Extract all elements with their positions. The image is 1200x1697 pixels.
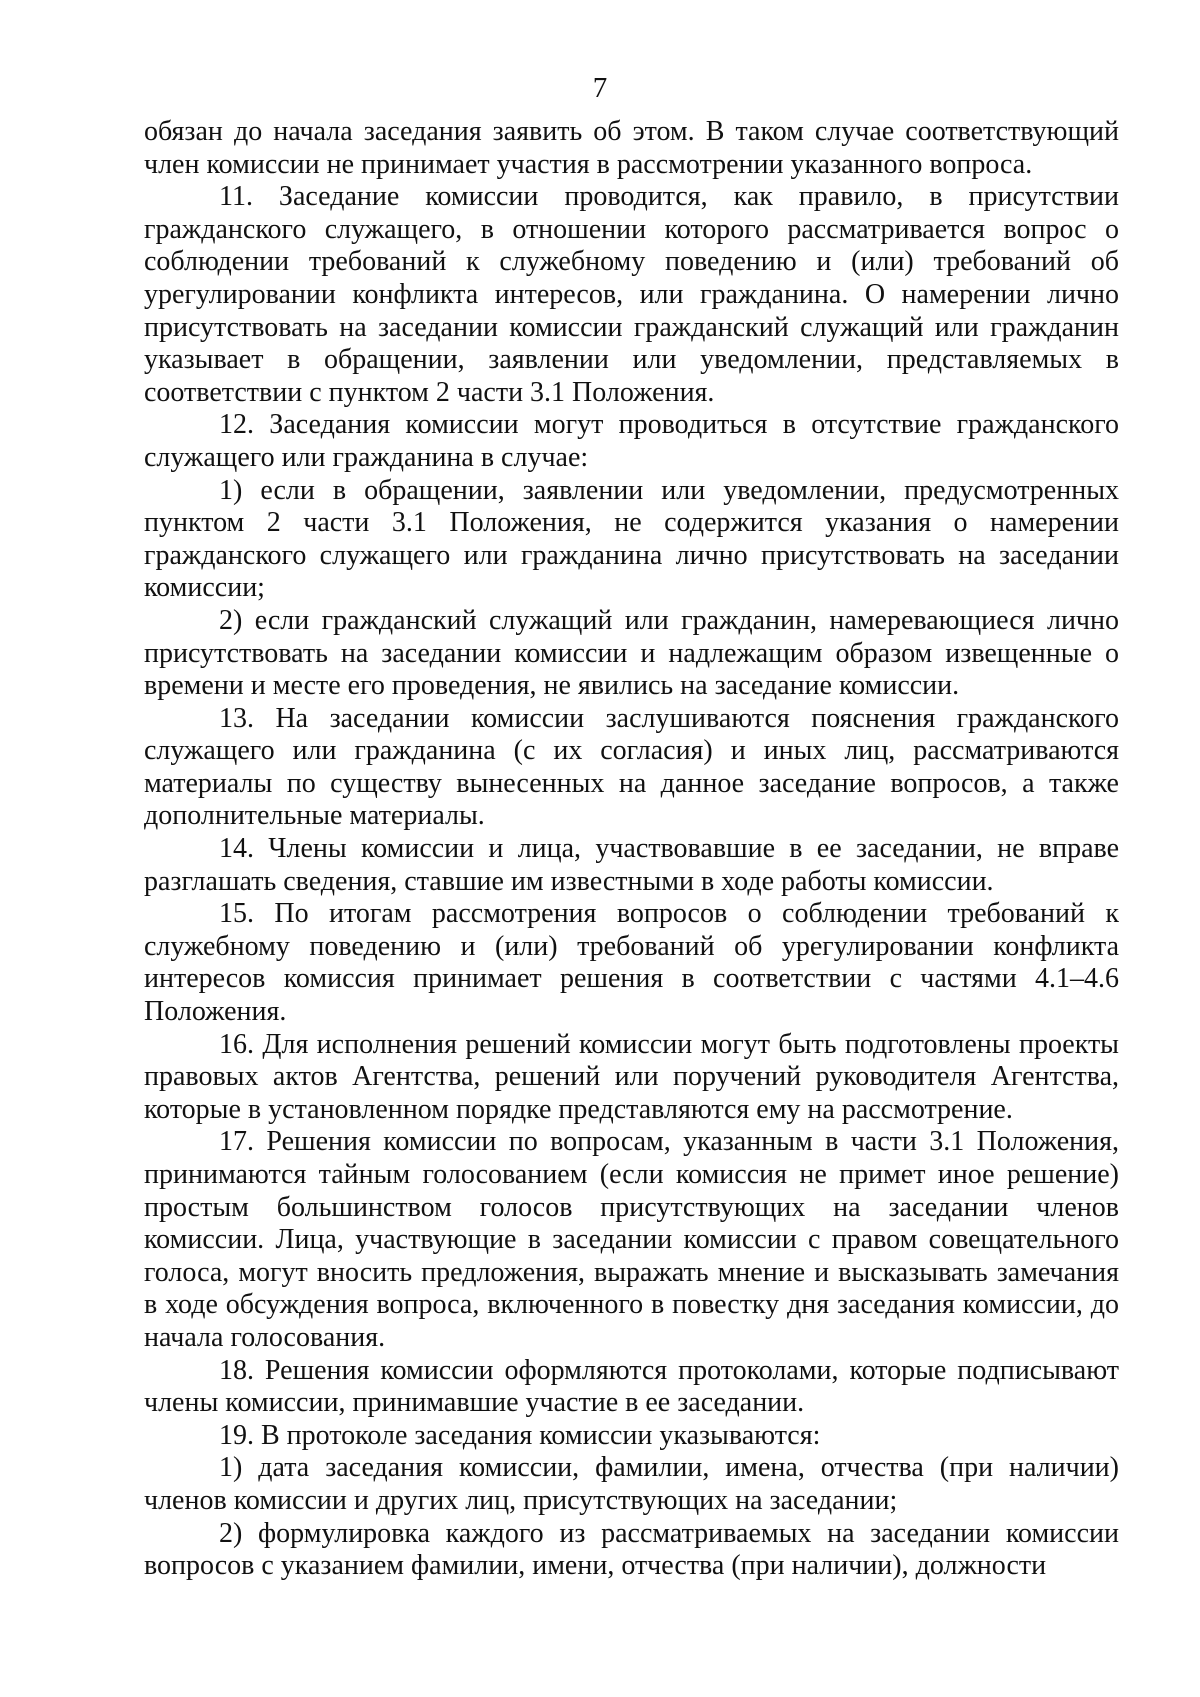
- paragraph-11: 11. Заседание комиссии проводится, как правило, в присутствии гражданского служащего, в отношении которого рассматривается вопрос о соблюдении требований к служебному поведению и (или) требований об урегулировании конфликта интересов, или гражданина. О намерении лично присутствовать на заседании комиссии гражданский служащий или гражданин указывает в обращении, заявлении или уведомлении, представляемых в соответствии с пунктом 2 части 3.1 Положения.: [144, 181, 1119, 408]
- paragraph-18: 18. Решения комиссии оформляются протоколами, которые подписывают члены комиссии, принимавшие участие в ее заседании.: [144, 1354, 1119, 1419]
- paragraph-14: 14. Члены комиссии и лица, участвовавшие в ее заседании, не вправе разглашать сведения, ставшие им известными в ходе работы комиссии.: [144, 833, 1119, 897]
- paragraph-13: 13. На заседании комиссии заслушиваются пояснения гражданского служащего или гражданина (с их согласия) и иных лиц, рассматриваются материалы по существу вынесенных на данное заседание вопросов, а также дополнительные материалы.: [144, 702, 1119, 832]
- paragraph-continuation: обязан до начала заседания заявить об этом. В таком случае соответствующий член комиссии не принимает участия в рассмотрении указанного вопроса.: [144, 116, 1119, 180]
- paragraph-12: 12. Заседания комиссии могут проводиться в отсутствие гражданского служащего или гражданина в случае:: [144, 409, 1119, 473]
- paragraph-17: 17. Решения комиссии по вопросам, указанным в части 3.1 Положения, принимаются тайным голосованием (если комиссия не примет иное решение) простым большинством голосов присутствующих на заседании членов комиссии. Лица, участвующие в заседании комиссии с правом совещательного голоса, могут вносить предложения, выражать мнение и высказывать замечания в ходе обсуждения вопроса, включенного в повестку дня заседания комиссии, до начала голосования.: [144, 1126, 1119, 1353]
- paragraph-16: 16. Для исполнения решений комиссии могут быть подготовлены проекты правовых актов Агентства, решений или поручений руководителя Агентства, которые в установленном порядке представляются ему на рассмотрение.: [144, 1028, 1119, 1125]
- paragraph-19: 19. В протоколе заседания комиссии указываются:: [219, 1419, 821, 1451]
- paragraph-12-item-1: 1) если в обращении, заявлении или уведомлении, предусмотренных пунктом 2 части 3.1 Положения, не содержится указания о намерении гражданского служащего или гражданина лично присутствовать на заседании комиссии;: [144, 474, 1119, 604]
- paragraph-15: 15. По итогам рассмотрения вопросов о соблюдении требований к служебному поведению и (или) требований об урегулировании конфликта интересов комиссия принимает решения в соответствии с частями 4.1–4.6 Положения.: [144, 898, 1119, 1028]
- paragraph-19-item-2: 2) формулировка каждого из рассматриваемых на заседании комиссии вопросов с указанием фамилии, имени, отчества (при наличии), должности: [144, 1517, 1119, 1582]
- page-number: 7: [592, 72, 608, 104]
- paragraph-12-item-2: 2) если гражданский служащий или гражданин, намеревающиеся лично присутствовать на заседании комиссии и надлежащим образом извещенные о времени и месте его проведения, не явились на заседание комиссии.: [144, 604, 1119, 702]
- document-body: [144, 116, 1119, 1583]
- paragraph-19-item-1: 1) дата заседания комиссии, фамилии, имена, отчества (при наличии) членов комиссии и других лиц, присутствующих на заседании;: [144, 1452, 1119, 1516]
